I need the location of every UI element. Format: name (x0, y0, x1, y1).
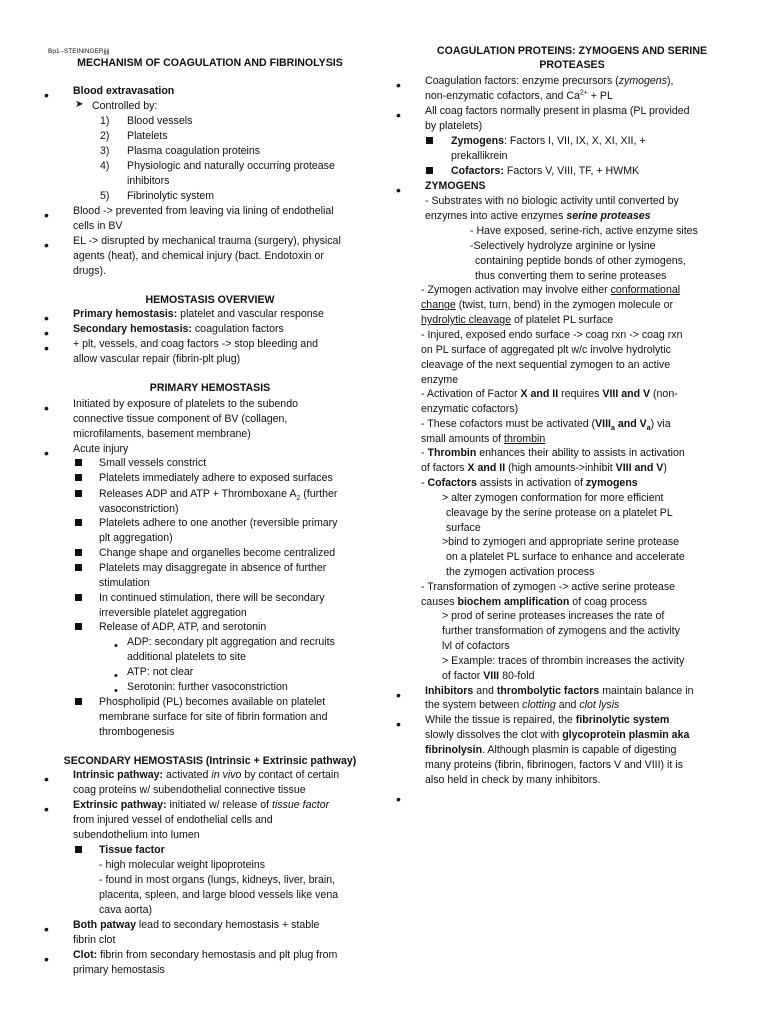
text-line: - Thrombin enhances their ability to assists in activation (421, 447, 685, 459)
text-line: enzyme (421, 374, 459, 386)
bullet-icon: • (44, 771, 49, 787)
zymogens-line: Zymogens: Factors I, VII, IX, X, XI, XII, + (451, 135, 646, 147)
text-line: - These cofactors must be activated ($VIII_a$ and $V_a$) via (421, 418, 671, 433)
controlled-by-label: Controlled by: (92, 100, 158, 112)
list-item-cont: inhibitors (127, 175, 170, 187)
text-line: cleavage of the next sequential zymogen to an active (421, 359, 671, 371)
text-line: cleavage by the serine protease on a platelet PL (446, 507, 673, 519)
text-line: surface (446, 522, 481, 534)
list-number: 2) (100, 130, 110, 142)
page-title: MECHANISM OF COAGULATION AND FIBRINOLYSIS (77, 57, 343, 69)
text-line: + plt, vessels, and coag factors -> stop bleeding and (73, 338, 318, 350)
text-line: connective tissue component of BV (collagen, (73, 413, 288, 425)
text-line: prekallikrein (451, 150, 508, 162)
text-line: drugs). (73, 265, 106, 277)
bullet-icon: • (44, 325, 49, 341)
hemostasis-overview-heading: HEMOSTASIS OVERVIEW (145, 294, 275, 306)
secondary-hemostasis-heading: SECONDARY HEMOSTASIS (Intrinsic + Extrinsic pathway) (63, 755, 357, 767)
list-item: Plasma coagulation proteins (127, 145, 261, 157)
bullet-icon: • (396, 791, 401, 807)
bullet-icon: • (44, 340, 49, 356)
bullet-icon: • (44, 400, 49, 416)
list-item-cont: stimulation (99, 577, 150, 589)
text-line: -Selectively hydrolyze arginine or lysine (470, 240, 656, 252)
bullet-icon: • (114, 670, 118, 682)
square-bullet-icon (75, 490, 82, 497)
bullet-icon: • (44, 445, 49, 461)
text-line: cells in BV (73, 220, 123, 232)
bullet-icon: • (114, 640, 118, 652)
text-line: placenta, spleen, and large blood vessels like vena (99, 889, 339, 901)
square-bullet-icon (75, 474, 82, 481)
text-line: slowly dissolves the clot with glycoprotein plasmin aka (425, 729, 690, 741)
bullet-icon: • (44, 87, 49, 103)
bullet-icon: • (396, 107, 401, 123)
sub-item: ADP: secondary plt aggregation and recruits (127, 636, 335, 648)
bullet-icon: • (114, 685, 118, 697)
text-line: > Example: traces of thrombin increases the activity (442, 655, 685, 667)
blood-extravasation-heading: Blood extravasation (73, 85, 175, 97)
list-item-cont: irreversible platelet aggregation (99, 607, 247, 619)
text-line: - Injured, exposed endo surface -> coag rxn -> coag rxn (421, 329, 683, 341)
square-bullet-icon (426, 137, 433, 144)
list-number: 1) (100, 115, 110, 127)
text-line: - Transformation of zymogen -> active serine protease (421, 581, 676, 593)
text-line: hydrolytic cleavage of platelet PL surface (421, 314, 614, 326)
text-line: thus converting them to serine proteases (475, 270, 667, 282)
list-item-cont: plt aggregation) (99, 532, 173, 544)
text-line: also held in check by many inhibitors. (425, 774, 601, 786)
primary-hemostasis-line: Primary hemostasis: platelet and vascular response (73, 308, 324, 320)
bullet-icon: • (396, 716, 401, 732)
list-item-cont: thrombogenesis (99, 726, 175, 738)
square-bullet-icon (426, 167, 433, 174)
coag-factors-line: Coagulation factors: enzyme precursors (zymogens), (425, 75, 674, 87)
fibrinolytic-line: While the tissue is repaired, the fibrinolytic system (425, 714, 670, 726)
text-line: containing peptide bonds of other zymogens, (475, 255, 686, 267)
right-heading-line1: COAGULATION PROTEINS: ZYMOGENS AND SERINE (436, 45, 708, 57)
bullet-icon: • (44, 921, 49, 937)
list-item: Physiologic and naturally occurring protease (127, 160, 335, 172)
list-number: 5) (100, 190, 110, 202)
text-line: causes biochem amplification of coag process (421, 596, 648, 608)
text-line: - Have exposed, serine-rich, active enzyme sites (470, 225, 698, 237)
list-item: Fibrinolytic system (127, 190, 215, 202)
list-item: Release of ADP, ATP, and serotonin (99, 621, 267, 633)
bullet-icon: • (44, 207, 49, 223)
text-line: coag proteins w/ subendothelial connective tissue (73, 784, 306, 796)
square-bullet-icon (75, 623, 82, 630)
inhibitors-line: Inhibitors and thrombolytic factors maintain balance in (425, 685, 694, 697)
text-line: enzymes into active enzymes serine proteases (425, 210, 651, 222)
intrinsic-pathway-line: Intrinsic pathway: activated in vivo by contact of certain (73, 769, 340, 781)
list-item: Platelets immediately adhere to exposed surfaces (99, 472, 333, 484)
bullet-icon: • (44, 951, 49, 967)
text-line: from injured vessel of endothelial cells and (73, 814, 273, 826)
list-item: Change shape and organelles become centralized (99, 547, 336, 559)
text-line: by platelets) (425, 120, 483, 132)
text-line: of factors X and II (high amounts->inhibit VIII and V) (421, 462, 667, 474)
acute-injury-label: Acute injury (73, 443, 129, 455)
bullet-icon: • (396, 77, 401, 93)
text-line: cava aorta) (99, 904, 152, 916)
secondary-hemostasis-line: Secondary hemostasis: coagulation factors (73, 323, 284, 335)
text-line: lvl of cofactors (442, 640, 510, 652)
extrinsic-pathway-line: Extrinsic pathway: initiated w/ release of tissue factor (73, 799, 330, 811)
text-line: > prod of serine proteases increases the rate of (442, 610, 665, 622)
square-bullet-icon (75, 846, 82, 853)
text-line: fibrin clot (73, 934, 116, 946)
right-heading-line2: PROTEASES (539, 59, 605, 71)
zymogens-heading: ZYMOGENS (425, 180, 486, 192)
list-item: Phospholipid (PL) becomes available on platelet (99, 696, 326, 708)
square-bullet-icon (75, 549, 82, 556)
list-number: 4) (100, 160, 110, 172)
sub-item: ATP: not clear (127, 666, 194, 678)
text-line: change (twist, turn, bend) in the zymogen molecule or (421, 299, 674, 311)
list-item: Blood vessels (127, 115, 193, 127)
text-line: agents (heat), and chemical injury (bact. Endotoxin or (73, 250, 324, 262)
text-line: enzymatic cofactors) (421, 403, 519, 415)
text-line: - found in most organs (lungs, kidneys, liver, brain, (99, 874, 336, 886)
text-line: Blood -> prevented from leaving via lining of endothelial (73, 205, 334, 217)
both-pathway-line: Both patway lead to secondary hemostasis + stable (73, 919, 320, 931)
text-line: - Cofactors assists in activation of zymogens (421, 477, 638, 489)
document-header: Bp1--STEININGERjjjj (48, 48, 110, 55)
text-line: fibrinolysin. Although plasmin is capable of digesting (425, 744, 677, 756)
list-item: Releases ADP and ATP + Thromboxane $A_2$ (further (99, 488, 338, 503)
bullet-icon: • (44, 310, 49, 326)
text-line: the system between clotting and clot lysis (425, 699, 620, 711)
text-line: on a platelet PL surface to enhance and accelerate (446, 551, 685, 563)
list-item-cont: membrane surface for site of fibrin formation and (99, 711, 328, 723)
text-line: >bind to zymogen and appropriate serine protease (442, 536, 680, 548)
text-line: - Substrates with no biologic activity until converted by (425, 195, 679, 207)
text-line: allow vascular repair (fibrin-plt plug) (73, 353, 241, 365)
text-line: - Zymogen activation may involve either conformational (421, 284, 681, 296)
arrow-icon: ➤ (75, 99, 84, 110)
text-line: small amounts of thrombin (421, 433, 546, 445)
text-line: microfilaments, basement membrane) (73, 428, 251, 440)
text-line: > alter zymogen conformation for more efficient (442, 492, 664, 504)
list-item: Small vessels constrict (99, 457, 207, 469)
square-bullet-icon (75, 519, 82, 526)
text-line: on PL surface of aggregated plt w/c involve hydrolytic (421, 344, 671, 356)
clot-line: Clot: fibrin from secondary hemostasis and plt plug from (73, 949, 338, 961)
square-bullet-icon (75, 594, 82, 601)
text-line: - high molecular weight lipoproteins (99, 859, 266, 871)
square-bullet-icon (75, 698, 82, 705)
bullet-icon: • (396, 182, 401, 198)
bullet-icon: • (44, 801, 49, 817)
coag-factors-line2: non-enzymatic cofactors, and $Ca^{2+}$ + PL (425, 89, 613, 102)
text-line: subendothelium into lumen (73, 829, 200, 841)
list-number: 3) (100, 145, 110, 157)
text-line: Initiated by exposure of platelets to the subendo (73, 398, 298, 410)
text-line: further transformation of zymogens and the activity (442, 625, 680, 637)
square-bullet-icon (75, 564, 82, 571)
text-line: - Activation of Factor X and II requires VIII and V (non- (421, 388, 678, 400)
primary-hemostasis-heading: PRIMARY HEMOSTASIS (149, 382, 271, 394)
text-line: many proteins (fibrin, fibrinogen, factors V and VIII) it is (425, 759, 683, 771)
text-line: the zymogen activation process (446, 566, 595, 578)
text-line: of factor VIII 80-fold (442, 670, 535, 682)
square-bullet-icon (75, 459, 82, 466)
cofactors-line: Cofactors: Factors V, VIII, TF, + HWMK (451, 165, 640, 177)
list-item: Platelets may disaggregate in absence of further (99, 562, 327, 574)
bullet-icon: • (44, 237, 49, 253)
list-item: Platelets adhere to one another (reversible primary (99, 517, 338, 529)
bullet-icon: • (396, 687, 401, 703)
text-line: EL -> disrupted by mechanical trauma (surgery), physical (73, 235, 341, 247)
list-item: In continued stimulation, there will be secondary (99, 592, 325, 604)
list-item: Platelets (127, 130, 168, 142)
text-line: primary hemostasis (73, 964, 165, 976)
sub-item-cont: additional platelets to site (127, 651, 246, 663)
sub-item: Serotonin: further vasoconstriction (127, 681, 288, 693)
list-item-cont: vasoconstriction) (99, 503, 179, 515)
tissue-factor-label: Tissue factor (99, 844, 165, 856)
text-line: All coag factors normally present in plasma (PL provided (425, 105, 690, 117)
